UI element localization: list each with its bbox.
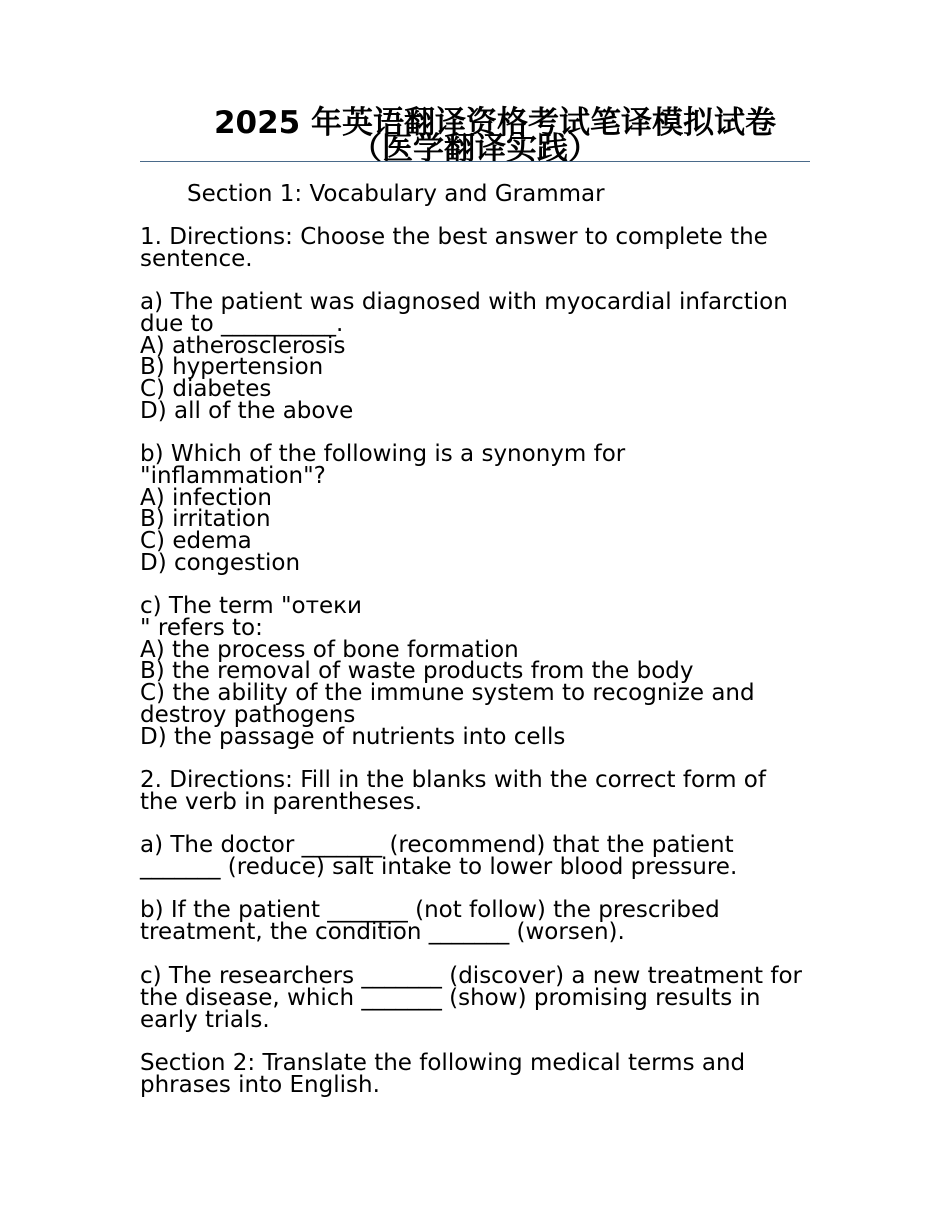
title-divider	[140, 161, 810, 162]
q2-directions-line: 2. Directions: Fill in the blanks with the correct form of	[140, 767, 766, 793]
page-title-line1: 2025 年英语翻译资格考试笔译模拟试卷	[213, 105, 777, 141]
q2a-line: a) The doctor _______ (recommend) that the patient	[140, 832, 734, 858]
q1c-option: B) the removal of waste products from the body	[140, 658, 694, 685]
q2c-line: c) The researchers _______ (discover) a new treatment for	[140, 963, 802, 989]
q2c-line: the disease, which _______ (show) promising results in	[140, 984, 761, 1011]
q1b-option: A) infection	[140, 484, 272, 511]
q2b-line: treatment, the condition _______ (worsen).	[140, 918, 625, 945]
q1a-option: D) all of the above	[140, 397, 354, 424]
q1c-block	[140, 593, 820, 750]
q1b-option: D) congestion	[140, 549, 301, 576]
q1-directions	[140, 224, 820, 272]
q1a-option: A) atherosclerosis	[140, 332, 346, 359]
q1b-option: B) irritation	[140, 506, 271, 533]
q1a-stem-line: a) The patient was diagnosed with myocardial infarction	[140, 289, 788, 315]
q1b-option: C) edema	[140, 528, 252, 555]
q1c-option: D) the passage of nutrients into cells	[140, 723, 566, 750]
q2c-line: early trials.	[140, 1006, 270, 1033]
q2a-line: _______ (reduce) salt intake to lower blood pressure.	[140, 853, 738, 880]
q1c-stem-line: c) The term "отеки	[140, 593, 362, 619]
q2-directions	[140, 767, 820, 815]
q1b-stem-line: b) Which of the following is a synonym for	[140, 441, 626, 467]
q1c-option: A) the process of bone formation	[140, 636, 519, 663]
q1a-option: C) diabetes	[140, 376, 272, 403]
section2-heading-line: Section 2: Translate the following medical terms and	[140, 1050, 746, 1076]
q1a-stem-line: due to __________.	[140, 310, 344, 337]
q2b-block	[140, 897, 820, 945]
q1-directions-line: 1. Directions: Choose the best answer to complete the	[140, 224, 768, 250]
q2a-block	[140, 832, 820, 880]
q1a-option: B) hypertension	[140, 354, 324, 381]
section2-heading-line: phrases into English.	[140, 1071, 380, 1098]
page-title-line2: （医学翻译实践）	[351, 131, 599, 167]
q2c-block	[140, 963, 820, 1033]
q2-directions-line: the verb in parentheses.	[140, 788, 423, 815]
q1c-option: C) the ability of the immune system to recognize and	[140, 680, 755, 707]
q1c-option: destroy pathogens	[140, 701, 356, 728]
q1b-block	[140, 441, 820, 576]
q1c-stem-line: " refers to:	[140, 614, 263, 641]
q1b-stem-line: "inflammation"?	[140, 462, 326, 489]
q2b-line: b) If the patient _______ (not follow) the prescribed	[140, 897, 720, 923]
q1a-block	[140, 289, 820, 424]
q1-directions-line: sentence.	[140, 245, 253, 272]
section2-heading	[140, 1050, 820, 1098]
section1-heading: Section 1: Vocabulary and Grammar	[187, 181, 605, 207]
